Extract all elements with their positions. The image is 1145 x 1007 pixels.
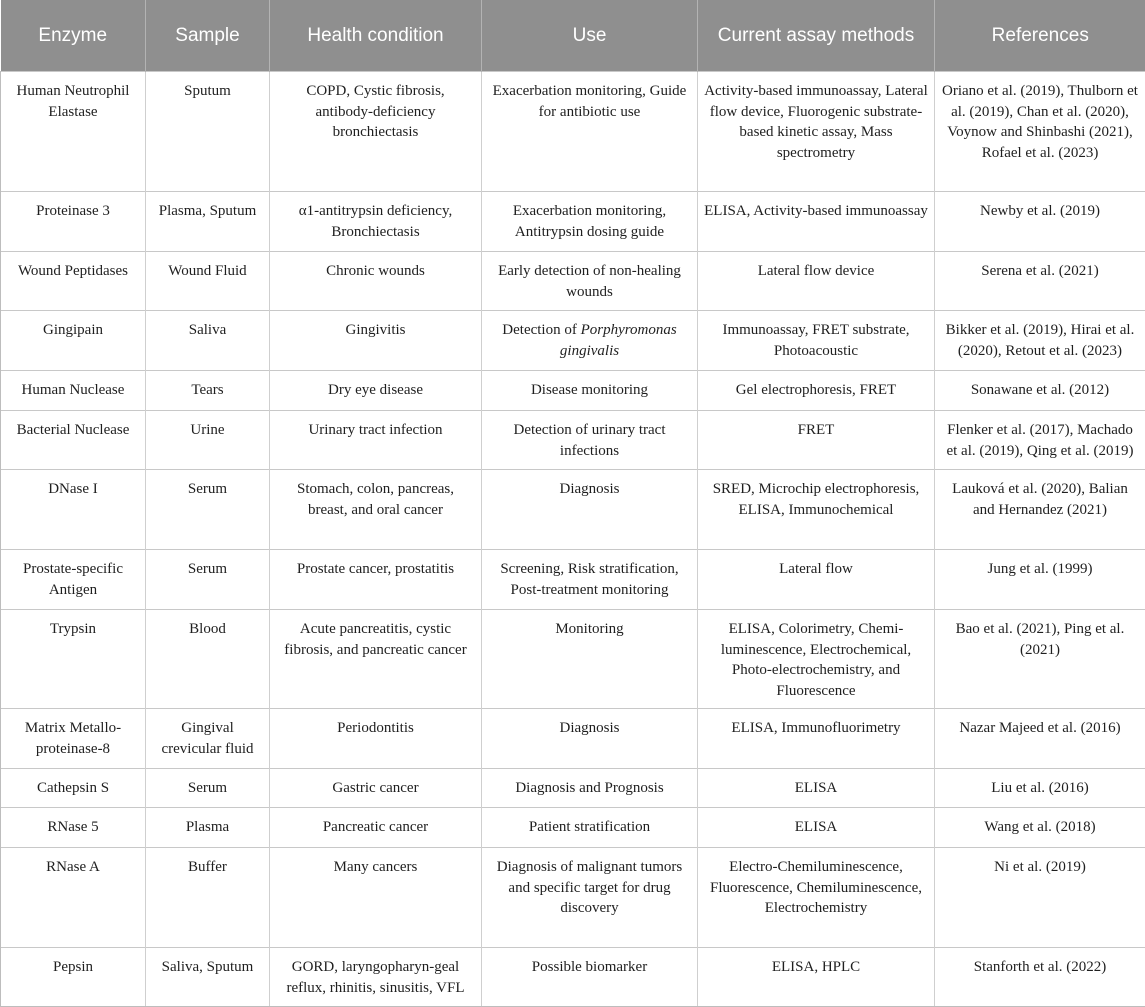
cell-references: Nazar Majeed et al. (2016) — [935, 709, 1145, 769]
cell-condition: Gastric cancer — [270, 769, 482, 808]
cell-use: Possible biomarker — [482, 948, 698, 1007]
cell-condition: Gingivitis — [270, 311, 482, 371]
cell-sample: Urine — [146, 411, 270, 470]
table-row — [1, 848, 1145, 948]
table-row — [1, 610, 1145, 709]
cell-references: Oriano et al. (2019), Thulborn et al. (2019), Chan et al. (2020), Voynow and Shinbashi (2021), Rofael et al. (2023) — [935, 72, 1145, 192]
cell-references: Flenker et al. (2017), Machado et al. (2019), Qing et al. (2019) — [935, 411, 1145, 470]
cell-sample: Wound Fluid — [146, 252, 270, 311]
table-row — [1, 470, 1145, 550]
cell-use: Diagnosis — [482, 470, 698, 550]
cell-enzyme: Pepsin — [1, 948, 146, 1007]
use-prefix-text: Detection of — [502, 322, 580, 338]
cell-condition: Chronic wounds — [270, 252, 482, 311]
cell-use: Early detection of non-healing wounds — [482, 252, 698, 311]
cell-sample: Gingival crevicular fluid — [146, 709, 270, 769]
cell-sample: Buffer — [146, 848, 270, 948]
cell-enzyme: Prostate-specific Antigen — [1, 550, 146, 610]
cell-enzyme: Proteinase 3 — [1, 192, 146, 252]
cell-references: Newby et al. (2019) — [935, 192, 1145, 252]
header-enzyme: Enzyme — [1, 0, 146, 72]
cell-methods: ELISA, Colorimetry, Chemi-luminescence, Electrochemical, Photo-electrochemistry, and Fluorescence — [698, 610, 935, 709]
cell-sample: Sputum — [146, 72, 270, 192]
table-row — [1, 550, 1145, 610]
cell-enzyme: Human Nuclease — [1, 371, 146, 411]
cell-sample: Plasma, Sputum — [146, 192, 270, 252]
cell-condition: COPD, Cystic fibrosis, antibody-deficiency bronchiectasis — [270, 72, 482, 192]
cell-condition: Acute pancreatitis, cystic fibrosis, and pancreatic cancer — [270, 610, 482, 709]
cell-references: Liu et al. (2016) — [935, 769, 1145, 808]
header-health-condition: Health condition — [270, 0, 482, 72]
cell-enzyme: RNase A — [1, 848, 146, 948]
table-row — [1, 252, 1145, 311]
cell-condition: Periodontitis — [270, 709, 482, 769]
cell-use: Detection of urinary tract infections — [482, 411, 698, 470]
cell-enzyme: Bacterial Nuclease — [1, 411, 146, 470]
table-row — [1, 808, 1145, 848]
cell-sample: Plasma — [146, 808, 270, 848]
cell-use: Exacerbation monitoring, Antitrypsin dosing guide — [482, 192, 698, 252]
cell-references: Lauková et al. (2020), Balian and Hernandez (2021) — [935, 470, 1145, 550]
cell-references: Sonawane et al. (2012) — [935, 371, 1145, 411]
cell-references: Bao et al. (2021), Ping et al. (2021) — [935, 610, 1145, 709]
cell-sample: Saliva — [146, 311, 270, 371]
table-row — [1, 411, 1145, 470]
cell-enzyme: Human Neutrophil Elastase — [1, 72, 146, 192]
cell-methods: ELISA — [698, 769, 935, 808]
cell-enzyme: Wound Peptidases — [1, 252, 146, 311]
cell-use: Diagnosis — [482, 709, 698, 769]
cell-use: Patient stratification — [482, 808, 698, 848]
table-row — [1, 192, 1145, 252]
cell-methods: Activity-based immunoassay, Lateral flow device, Fluorogenic substrate-based kinetic assay, Mass spectrometry — [698, 72, 935, 192]
header-assay-methods: Current assay methods — [698, 0, 935, 72]
cell-methods: SRED, Microchip electrophoresis, ELISA, Immunochemical — [698, 470, 935, 550]
cell-sample: Serum — [146, 769, 270, 808]
cell-sample: Blood — [146, 610, 270, 709]
cell-sample: Serum — [146, 550, 270, 610]
cell-sample: Saliva, Sputum — [146, 948, 270, 1007]
table-row — [1, 948, 1145, 1007]
cell-methods: FRET — [698, 411, 935, 470]
cell-methods: Lateral flow device — [698, 252, 935, 311]
cell-enzyme: Trypsin — [1, 610, 146, 709]
cell-use: Exacerbation monitoring, Guide for antibiotic use — [482, 72, 698, 192]
cell-condition: α1-antitrypsin deficiency, Bronchiectasis — [270, 192, 482, 252]
cell-methods: Lateral flow — [698, 550, 935, 610]
cell-use: Diagnosis and Prognosis — [482, 769, 698, 808]
cell-use — [482, 311, 698, 371]
cell-enzyme: DNase I — [1, 470, 146, 550]
table-row — [1, 72, 1145, 192]
cell-references: Serena et al. (2021) — [935, 252, 1145, 311]
cell-methods: Immunoassay, FRET substrate, Photoacoustic — [698, 311, 935, 371]
cell-references: Wang et al. (2018) — [935, 808, 1145, 848]
cell-methods: Gel electrophoresis, FRET — [698, 371, 935, 411]
cell-methods: ELISA, Activity-based immunoassay — [698, 192, 935, 252]
cell-condition: Urinary tract infection — [270, 411, 482, 470]
cell-references: Jung et al. (1999) — [935, 550, 1145, 610]
cell-references: Bikker et al. (2019), Hirai et al. (2020), Retout et al. (2023) — [935, 311, 1145, 371]
cell-references: Stanforth et al. (2022) — [935, 948, 1145, 1007]
cell-condition: Many cancers — [270, 848, 482, 948]
cell-sample: Serum — [146, 470, 270, 550]
header-references: References — [935, 0, 1145, 72]
header-row — [1, 0, 1145, 72]
header-sample: Sample — [146, 0, 270, 72]
cell-use: Disease monitoring — [482, 371, 698, 411]
cell-use: Screening, Risk stratification, Post-treatment monitoring — [482, 550, 698, 610]
header-use: Use — [482, 0, 698, 72]
table-row — [1, 371, 1145, 411]
cell-enzyme: Cathepsin S — [1, 769, 146, 808]
cell-methods: ELISA, Immunofluorimetry — [698, 709, 935, 769]
cell-references: Ni et al. (2019) — [935, 848, 1145, 948]
table-row — [1, 709, 1145, 769]
cell-sample: Tears — [146, 371, 270, 411]
cell-enzyme: Matrix Metallo-proteinase-8 — [1, 709, 146, 769]
cell-condition: Dry eye disease — [270, 371, 482, 411]
cell-methods: ELISA, HPLC — [698, 948, 935, 1007]
cell-use: Diagnosis of malignant tumors and specific target for drug discovery — [482, 848, 698, 948]
table-row — [1, 311, 1145, 371]
cell-condition: Stomach, colon, pancreas, breast, and oral cancer — [270, 470, 482, 550]
table-row — [1, 769, 1145, 808]
species-name: Porphyromonas gingivalis — [560, 322, 677, 359]
cell-use: Monitoring — [482, 610, 698, 709]
cell-methods: Electro-Chemiluminescence, Fluorescence, Chemiluminescence, Electrochemistry — [698, 848, 935, 948]
cell-enzyme: Gingipain — [1, 311, 146, 371]
cell-methods: ELISA — [698, 808, 935, 848]
cell-condition: Pancreatic cancer — [270, 808, 482, 848]
cell-condition: Prostate cancer, prostatitis — [270, 550, 482, 610]
cell-enzyme: RNase 5 — [1, 808, 146, 848]
cell-condition: GORD, laryngopharyn-geal reflux, rhinitis, sinusitis, VFL — [270, 948, 482, 1007]
